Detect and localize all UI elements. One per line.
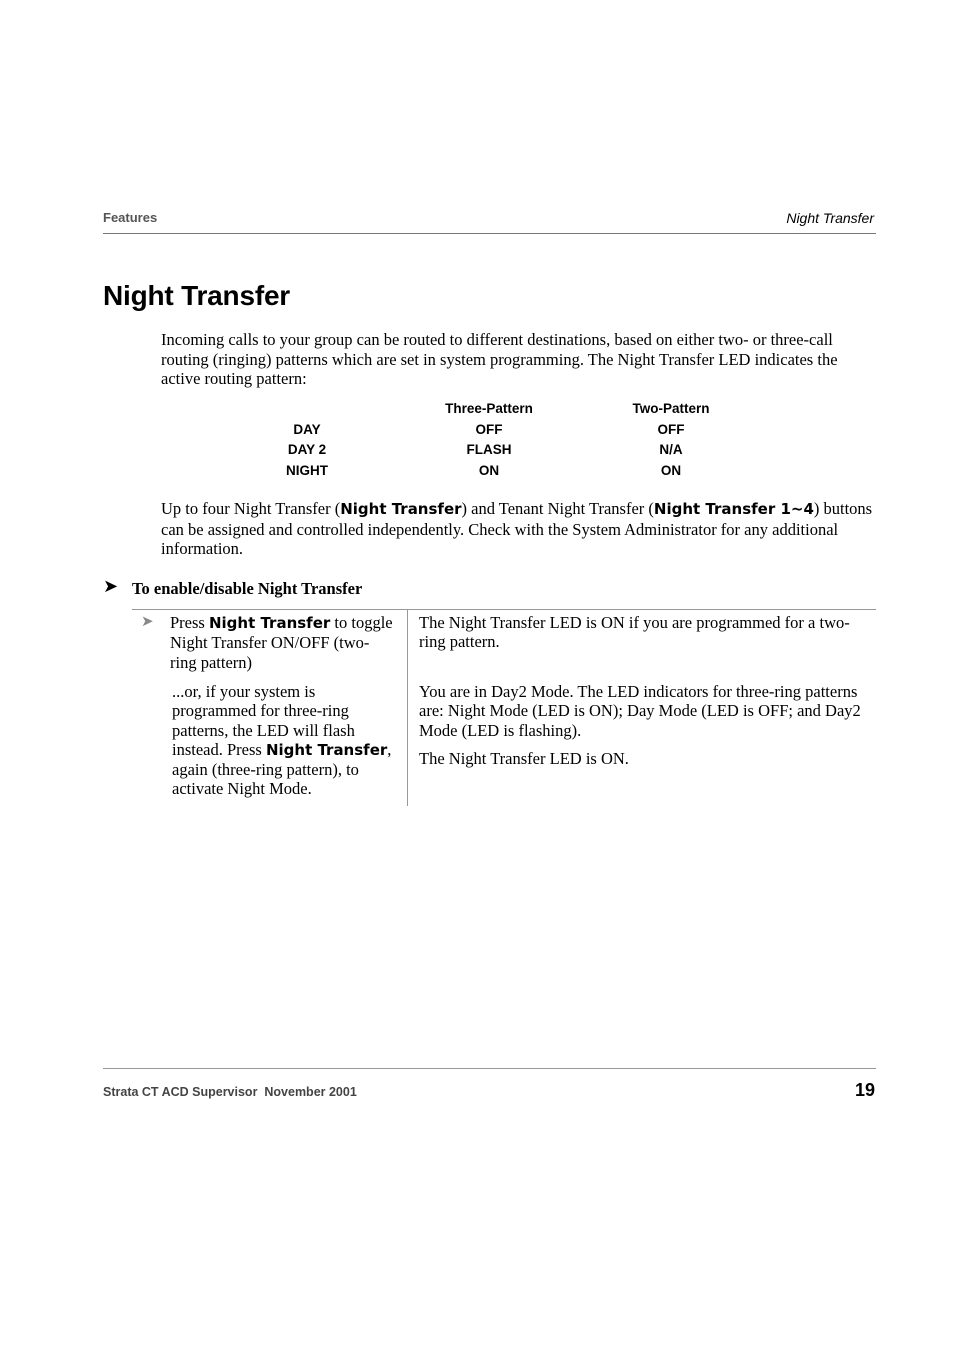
step-arrow-icon: ➤ [141,614,154,630]
button-name-night-transfer: Night Transfer [208,614,331,632]
step2-action [172,682,402,799]
table-cell-three: ON [478,463,500,478]
procedure-title: To enable/disable Night Transfer [132,579,363,598]
buttons-paragraph [161,499,876,559]
intro-paragraph: Incoming calls to your group can be routed to different destinations, based on either two- or three-call routing (ringing) patterns which are set in system programming. The Night Transfer LED indicates the active routing pattern: [161,330,838,388]
running-header-section: Features [103,210,158,225]
table-cell-three: FLASH [466,442,512,457]
step-text: Press [170,613,209,632]
step-table-divider [407,610,408,806]
table-cell-mode: NIGHT [286,463,328,478]
step-text: , again (three-ring pattern), to activate Night Mode. [172,739,392,799]
step-text: ...or, if your system is programmed for three-ring patterns, the LED will flash instead. Press [172,682,355,759]
step2-result: You are in Day2 Mode. The LED indicators for three-ring patterns are: Night Mode (LED is ON); Day Mode (LED is OFF; and Day2 Mode (LED is flashing). [419,682,861,740]
paragraph-text: ) buttons can be assigned and controlled independently. Check with the System Administrator for any additional information. [161,499,873,558]
header-rule [103,233,876,234]
button-name-night-transfer: Night Transfer [340,500,462,518]
table-cell-two: N/A [659,442,683,457]
step-table-rule [132,609,876,610]
procedure-arrow-icon: ➤ [103,576,119,596]
page-title: Night Transfer [103,280,291,311]
table-cell-three: OFF [475,422,503,437]
page-number: 19 [854,1080,875,1100]
table-header-two-pattern: Two-Pattern [632,401,710,416]
step1-result: The Night Transfer LED is ON if you are programmed for a two-ring pattern. [419,613,850,652]
table-cell-two: OFF [657,422,685,437]
step-text: to toggle Night Transfer ON/OFF (two-ring pattern) [170,613,393,672]
paragraph-text: Up to four Night Transfer ( [161,499,341,518]
footer-rule [103,1068,876,1069]
table-header-three-pattern: Three-Pattern [445,401,533,416]
footer-document-title: Strata CT ACD Supervisor November 2001 [103,1085,357,1099]
table-cell-mode: DAY 2 [287,442,327,457]
step1-action [170,613,395,672]
paragraph-text: ) and Tenant Night Transfer ( [461,499,654,518]
button-name-night-transfer: Night Transfer [265,740,388,759]
table-cell-mode: DAY [293,422,321,437]
table-cell-two: ON [660,463,682,478]
button-name-tenant-night-transfer: Night Transfer 1~4 [653,500,814,518]
step3-result: The Night Transfer LED is ON. [419,749,629,768]
running-header-topic: Night Transfer [786,210,874,226]
